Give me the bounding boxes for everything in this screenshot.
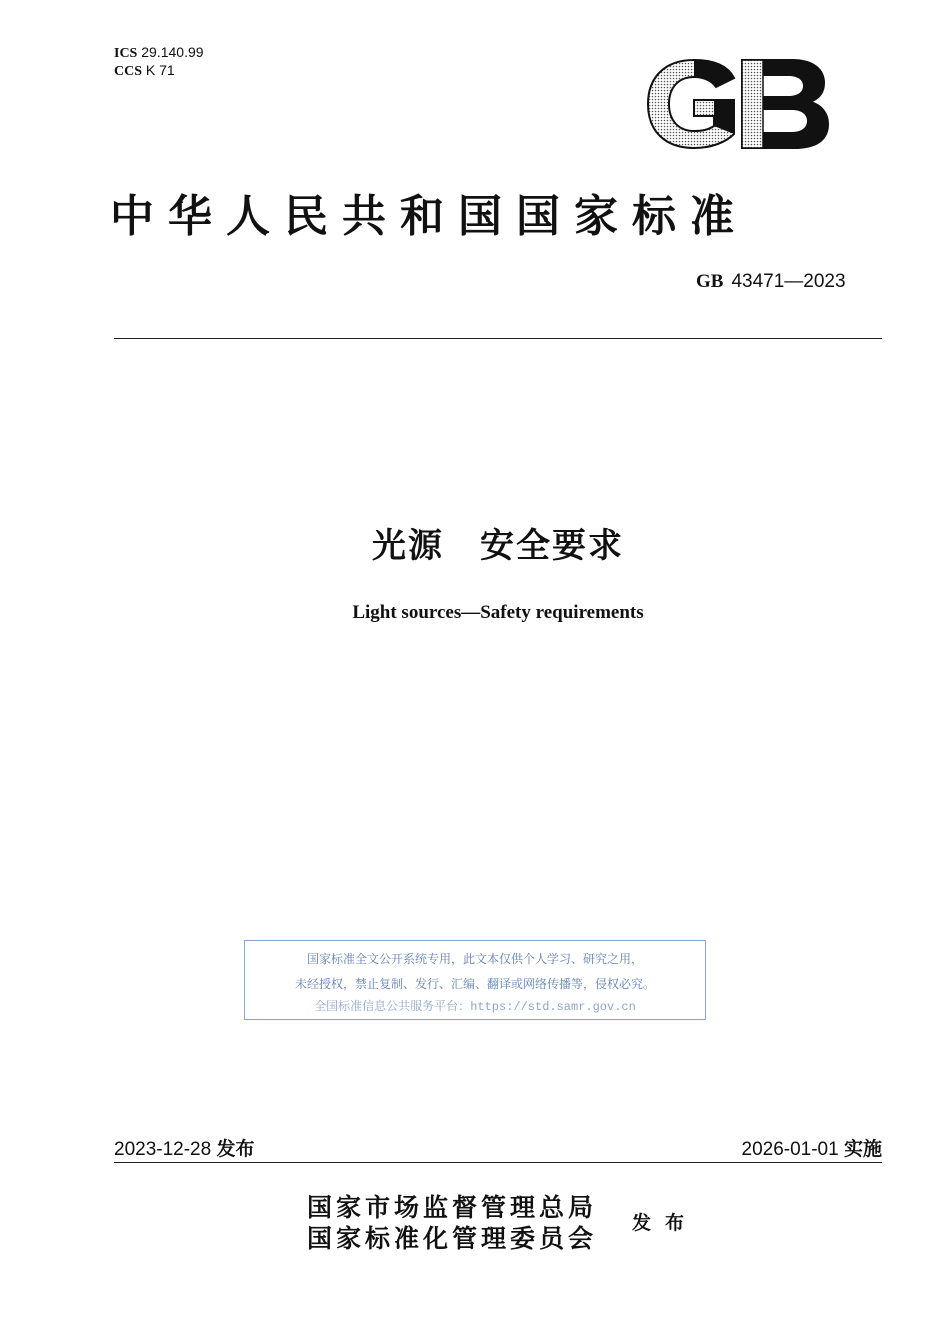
document-title-chinese: 光源 安全要求 xyxy=(372,526,624,566)
standard-number xyxy=(696,271,846,293)
document-title-english: Light sources—Safety requirements xyxy=(352,602,644,623)
implementation-date-label: 实施 xyxy=(843,1138,882,1160)
notice-url-link[interactable]: https://std.samr.gov.cn xyxy=(470,1000,636,1014)
implementation-date xyxy=(700,1134,882,1161)
issue-date-label: 发布 xyxy=(216,1138,255,1160)
ics-line xyxy=(114,44,204,62)
ics-code: 29.140.99 xyxy=(141,44,204,60)
header-divider xyxy=(114,338,882,339)
issue-date-value: 2023-12-28 xyxy=(114,1139,212,1160)
gb-logo xyxy=(642,56,832,152)
ics-label: ICS xyxy=(114,46,138,61)
issued-by-label: 发布 xyxy=(632,1212,699,1234)
national-standard-heading: 中华人民共和国国家标准 xyxy=(110,191,748,242)
notice-line-3 xyxy=(245,997,705,1014)
standard-prefix: GB xyxy=(696,271,724,292)
usage-notice-box xyxy=(244,940,706,1020)
issuer-sac: 国家标准化管理委员会 xyxy=(307,1224,598,1253)
notice-platform-label: 全国标准信息公共服务平台： xyxy=(314,999,471,1013)
standard-code: 43471—2023 xyxy=(731,271,846,292)
ccs-line xyxy=(114,62,204,80)
issuer-samr: 国家市场监督管理总局 xyxy=(307,1193,598,1222)
implementation-date-value: 2026-01-01 xyxy=(741,1139,839,1160)
notice-line-2: 未经授权，禁止复制、发行、汇编、翻译或网络传播等，侵权必究。 xyxy=(294,977,655,991)
ccs-label: CCS xyxy=(114,64,143,79)
notice-line-1: 国家标准全文公开系统专用，此文本仅供个人学习、研究之用， xyxy=(306,952,643,966)
ccs-code: K 71 xyxy=(145,62,175,78)
footer-divider xyxy=(114,1162,882,1163)
issue-date xyxy=(114,1134,255,1161)
classification-codes xyxy=(114,44,204,80)
